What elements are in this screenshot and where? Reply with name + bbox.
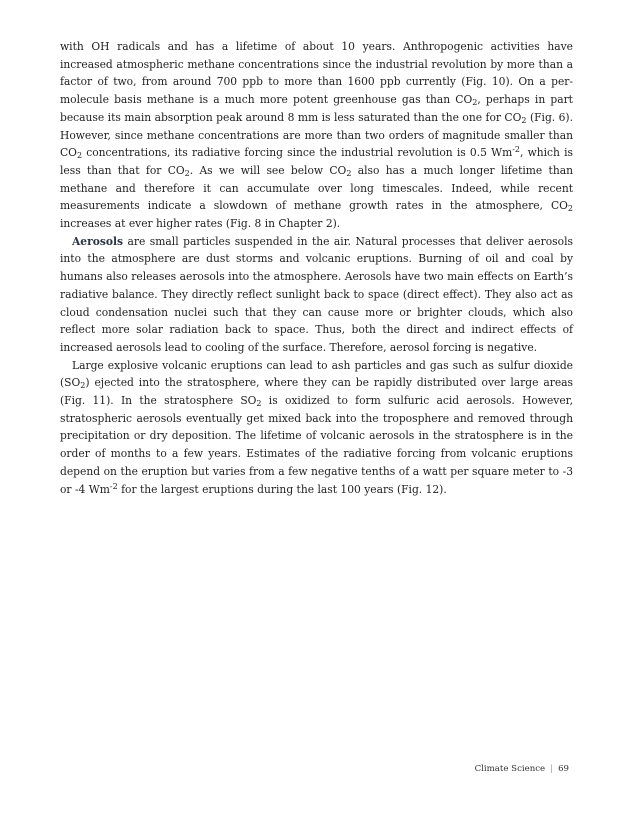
subscript: 2 xyxy=(521,115,527,125)
text-run: concentrations, its radiative forcing since the industrial revolution is 0.5 Wm xyxy=(82,146,513,160)
footer-separator: | xyxy=(550,764,554,774)
subscript: 2 xyxy=(256,399,262,409)
text-run: . As we will see below CO xyxy=(189,163,347,177)
paragraph-aerosols xyxy=(60,233,573,357)
text-run: with OH radicals and has a lifetime of about 10 years. Anthropogenic activities have increased atmospheric methane concentrations since the industrial revolution by more than a factor of two, from around 700 ppb to more than 1600 ppb currently (Fig. 10). On a per-molecule basis methane is a much more potent greenhouse gas than CO xyxy=(60,40,573,107)
superscript: -2 xyxy=(512,145,521,155)
text-run: ) ejected into the stratosphere, where they can be rapidly distributed over large areas (Fig. 11). In the stratosphere SO xyxy=(60,376,573,408)
page-footer xyxy=(475,764,569,774)
page-number: 69 xyxy=(558,764,569,774)
text-run: , perhaps in part because its main absorption peak around 8 mm is less saturated than the one for CO xyxy=(60,93,573,124)
subscript: 2 xyxy=(472,98,478,108)
subscript: 2 xyxy=(80,381,86,391)
subscript: 2 xyxy=(184,168,190,178)
text-run: increases at ever higher rates (Fig. 8 in Chapter 2). xyxy=(60,217,341,231)
paragraph-methane xyxy=(60,38,573,233)
text-run: are small particles suspended in the air. Natural processes that deliver aerosols into the atmosphere are dust storms and volcanic eruptions. Burning of oil and coal by humans also releases aerosols into the atmosphere. Aerosols have two main effects on Earth’s radiative balance. They directly reflect sunlight back to space (direct effect). They also act as cloud condensation nuclei such that they can cause more or brighter clouds, which also reflect more solar radiation back to space. Thus, both the direct and indirect effects of increased aerosols lead to cooling of the surface. Therefore, aerosol forcing is negative. xyxy=(60,234,573,354)
book-title: Climate Science xyxy=(474,764,546,774)
subscript: 2 xyxy=(346,168,352,178)
subscript: 2 xyxy=(567,204,573,214)
text-run: also has a much longer lifetime than methane and therefore it can accumulate over long timescales. Indeed, while recent measurements indicate a slowdown of methane growth rates in the atmosphere, CO xyxy=(60,163,573,213)
paragraph-volcanic xyxy=(60,357,573,499)
text-run: , which is less than that for CO xyxy=(60,146,573,177)
subscript: 2 xyxy=(76,151,83,161)
term-aerosols: Aerosols xyxy=(72,234,124,248)
text-run: for the largest eruptions during the last 100 years (Fig. 12). xyxy=(117,482,447,496)
superscript: -2 xyxy=(109,481,118,491)
text-run: (Fig. 6). However, since methane concentrations are more than two orders of magnitude smaller than CO xyxy=(60,110,574,160)
text-run: is oxidized to form sulfuric acid aerosols. However, stratospheric aerosols eventually get mixed back into the troposphere and removed through precipitation or dry deposition. The lifetime of volcanic aerosols in the stratosphere is in the order of months to a few years. Estimates of the radiative forcing from volcanic eruptions depend on the eruption but varies from a few negative tenths of a watt per square meter to -3 or -4 Wm xyxy=(60,394,573,496)
text-run: Large explosive volcanic eruptions can lead to ash particles and gas such as sulfur dioxide (SO xyxy=(60,358,573,390)
body-text xyxy=(60,38,573,498)
